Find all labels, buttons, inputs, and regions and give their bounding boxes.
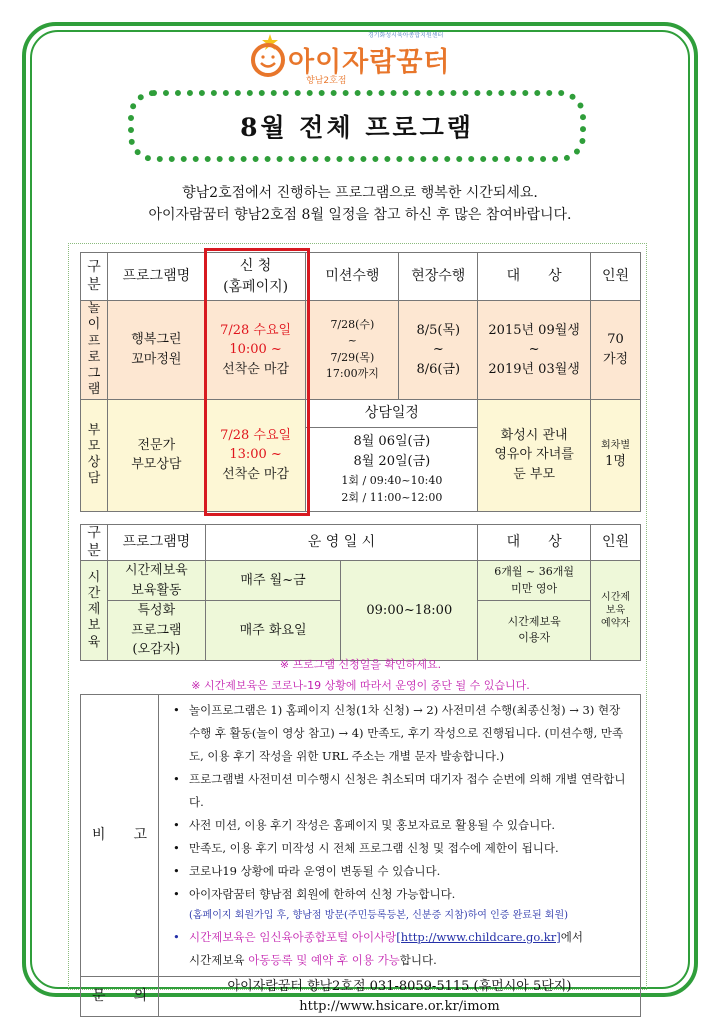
- program-name-line: 전문가: [137, 437, 176, 453]
- remark-item: • 프로그램별 사전미션 미수행시 신청은 취소되며 대기자 접수 순번에 의해 개별 연락합니다.: [173, 772, 626, 809]
- inquiry-url[interactable]: http://www.hsicare.or.kr/imom: [299, 998, 500, 1014]
- remark-item: • 코로나19 상황에 따라 운영이 변동될 수 있습니다.: [173, 864, 441, 878]
- target-line: 2019년 03월생: [488, 361, 580, 377]
- schedule-session: 2회 / 11:00~12:00: [341, 491, 443, 505]
- apply-time: 13:00 ~: [229, 447, 282, 463]
- program-name-line: 시간제보육: [124, 563, 188, 578]
- schedule-date: 8월 06일(금): [353, 433, 431, 449]
- people-line: 보육: [605, 604, 626, 616]
- program-table: [80, 252, 641, 512]
- table-row: [81, 695, 641, 977]
- remark-item-childcare: • 시간제보육은 임신육아종합포털 아이사랑[http://www.childcare.go.kr]에서 시간제보육 아동등록 및 예약 후 이용 가능합니다.: [173, 930, 583, 967]
- mission-line: 7/28(수): [330, 317, 375, 331]
- target-line: 둔 부모: [513, 466, 556, 482]
- logo-org: 경기화성시육아종합지원센터: [368, 32, 444, 39]
- special-days: 매주 화요일: [205, 601, 341, 661]
- childcare-time: 09:00~18:00: [341, 561, 478, 661]
- play-program-mission: [306, 301, 399, 400]
- target-line: ~: [528, 342, 540, 357]
- header-program: 프로그램명: [107, 525, 205, 561]
- logo-face-icon: [248, 32, 288, 78]
- remark-text: 아이자람꿈터 향남점 회원에 한하여 신청 가능합니다.: [189, 887, 456, 901]
- remarks-table: [80, 694, 641, 1017]
- target-line: 미만 영아: [511, 581, 558, 595]
- program-name-line: 행복그린: [131, 332, 182, 348]
- onsite-line: ~: [432, 342, 444, 357]
- remark-item: • 사전 미션, 이용 후기 작성은 홈페이지 및 홍보자료로 활용될 수 있습니다.: [173, 818, 556, 832]
- header-mission: 미션수행: [306, 253, 399, 301]
- notice-2: ※ 시간제보육은 코로나-19 상황에 따라서 운영이 중단 될 수 있습니다.: [191, 679, 530, 692]
- header-people: 인원: [591, 253, 641, 301]
- people-line: 1명: [605, 453, 626, 469]
- table-row: [81, 301, 641, 400]
- childcare-link[interactable]: [http://www.childcare.go.kr]: [396, 930, 561, 944]
- schedule-date: 8월 20일(금): [353, 453, 431, 469]
- member-note: (홈페이지 회원가입 후, 향남점 방문(주민등록등본, 신분증 지참)하여 인증 완료된 회원): [189, 910, 569, 921]
- play-program-name: [107, 301, 205, 400]
- target-line: 이용자: [518, 631, 551, 645]
- program-name-line: 보육활동: [131, 582, 182, 598]
- apply-note: 선착순 마감: [222, 361, 290, 377]
- mission-line: 7/29(목): [330, 350, 375, 364]
- play-program-people: [591, 301, 641, 400]
- header-onsite: 현장수행: [399, 253, 478, 301]
- counsel-category: 부 모 상 담: [81, 399, 108, 511]
- header-target: 대 상: [478, 525, 591, 561]
- inquiry-label: 문 의: [81, 977, 159, 1017]
- apply-date: 7/28 수요일: [220, 427, 292, 443]
- logo-branch: 향남2호점: [306, 76, 347, 86]
- intro-line-2: 아이자람꿈터 향남2호점 8월 일정을 참고 하신 후 많은 참여바랍니다.: [148, 207, 572, 223]
- special-target: [478, 601, 591, 661]
- program-name-line: 프로그램: [131, 622, 182, 638]
- program-name-line: 특성화: [137, 603, 176, 618]
- table-row: [81, 561, 641, 601]
- header-people: 인원: [591, 525, 641, 561]
- schedule-session: 1회 / 09:40~10:40: [341, 474, 443, 488]
- play-program-target: [478, 301, 591, 400]
- remark-text: 시간제보육은: [189, 930, 260, 944]
- childcare-program: [107, 561, 205, 601]
- header-target: 대 상: [478, 253, 591, 301]
- play-program-onsite: [399, 301, 478, 400]
- target-line: 2015년 09월생: [488, 322, 580, 338]
- remark-item: • 아이자람꿈터 향남점 회원에 한하여 신청 가능합니다. (홈페이지 회원가입 후, 향남점 방문(주민등록등본, 신분증 지참)하여 인증 완료된 회원): [173, 883, 630, 926]
- people-line: 시간제: [601, 591, 631, 603]
- people-line: 가정: [602, 351, 629, 367]
- special-program: [107, 601, 205, 661]
- remark-text: 코로나19 상황에 따라 운영이 변동될 수 있습니다.: [189, 864, 441, 878]
- title-box: [128, 90, 586, 162]
- logo-name: 아이자람꿈터: [288, 47, 451, 78]
- childcare-people: [591, 561, 641, 661]
- counsel-apply: [205, 399, 306, 511]
- play-program-category: 놀 이 프 로 그 램: [81, 301, 108, 400]
- remark-item: • 놀이프로그램은 1) 홈페이지 신청(1차 신청) → 2) 사전미션 수행(최종신청) → 3) 현장수행 후 활동(놀이 영상 참고) → 4) 만족도, 후기 작성으로 진행됩니다. (미션수행, 만족도, 이용 후기 작성을 위한 URL 주소는 개별 문자 발송합니다.): [173, 703, 624, 763]
- target-line: 화성시 관내: [500, 427, 568, 443]
- header-apply-label: 신 청: [239, 257, 272, 274]
- remark-text: 합니다.: [399, 953, 437, 967]
- play-program-apply: [205, 301, 306, 400]
- apply-note: 선착순 마감: [222, 466, 290, 482]
- notice-1: ※ 프로그램 신청일을 확인하세요.: [279, 658, 442, 671]
- apply-date: 7/28 수요일: [220, 322, 292, 338]
- header-apply-sub: (홈페이지): [223, 278, 289, 295]
- apply-time: 10:00 ~: [229, 342, 282, 357]
- people-line: 회차별: [601, 439, 630, 451]
- onsite-line: 8/5(목): [416, 322, 461, 338]
- page-title: 8월 전체 프로그램: [240, 113, 474, 142]
- header-operation: 운 영 일 시: [205, 525, 478, 561]
- mission-line: ~: [347, 334, 358, 348]
- header-program: 프로그램명: [107, 253, 205, 301]
- target-line: 6개월 ~ 36개월: [494, 565, 574, 578]
- people-line: 예약자: [601, 617, 631, 629]
- remark-item: • 만족도, 이용 후기 미작성 시 전체 프로그램 신청 및 접수에 제한이 됩니다.: [173, 841, 559, 855]
- remarks-label: 비 고: [81, 695, 159, 977]
- program-name-line: 꼬마정원: [131, 351, 182, 367]
- program-name-line: 부모상담: [131, 457, 182, 472]
- childcare-days: 매주 월~금: [205, 561, 341, 601]
- header-apply: [205, 253, 306, 301]
- childcare-target: [478, 561, 591, 601]
- counsel-schedule-title: 상담일정: [306, 399, 478, 427]
- table-row: [81, 977, 641, 1017]
- logo: [248, 28, 478, 84]
- remark-text: 만족도, 이용 후기 미작성 시 전체 프로그램 신청 및 접수에 제한이 됩니다.: [189, 841, 559, 855]
- remark-text: 놀이프로그램은 1) 홈페이지 신청(1차 신청) → 2) 사전미션 수행(최종신청) → 3) 현장수행 후 활동(놀이 영상 참고) → 4) 만족도, 후기 작성으로 진행됩니다. (미션수행, 만족도, 이용 후기 작성을 위한 URL 주소는 개별 문자 발송합니다.): [189, 703, 624, 763]
- header-category: 구 분: [81, 253, 108, 301]
- remark-text: 사전 미션, 이용 후기 작성은 홈페이지 및 홍보자료로 활용될 수 있습니다.: [189, 818, 556, 832]
- target-line: 영유아 자녀를: [494, 447, 574, 463]
- people-line: 70: [607, 332, 624, 348]
- childcare-table: [80, 524, 641, 661]
- header-category: 구 분: [81, 525, 108, 561]
- childcare-portal: 임신육아종합포털 아이사랑: [259, 930, 397, 944]
- remark-text: 프로그램별 사전미션 미수행시 신청은 취소되며 대기자 접수 순번에 의해 개별 연락합니다.: [189, 772, 626, 809]
- remark-text: 시간제보육: [189, 953, 249, 967]
- remarks-content: [159, 695, 641, 977]
- remark-text: 에서: [560, 930, 583, 944]
- program-name-line: (오감자): [132, 642, 181, 657]
- mission-line: 17:00까지: [325, 367, 379, 381]
- inquiry-contact: 아이자람꿈터 향남2호점 031-8059-5115 (휴먼시아 5단지): [227, 979, 572, 994]
- childcare-category: 시 간 제 보 육: [81, 561, 108, 661]
- counsel-target: [478, 399, 591, 511]
- table-row: [81, 399, 641, 427]
- counsel-program-name: [107, 399, 205, 511]
- inquiry-content: [159, 977, 641, 1017]
- counsel-people: [591, 399, 641, 511]
- target-line: 시간제보육: [507, 614, 561, 628]
- intro-line-1: 향남2호점에서 진행하는 프로그램으로 행복한 시간되세요.: [182, 185, 538, 201]
- onsite-line: 8/6(금): [416, 361, 461, 377]
- remark-highlight: 아동등록 및 예약 후 이용 가능: [248, 953, 400, 967]
- counsel-schedule: [306, 427, 478, 511]
